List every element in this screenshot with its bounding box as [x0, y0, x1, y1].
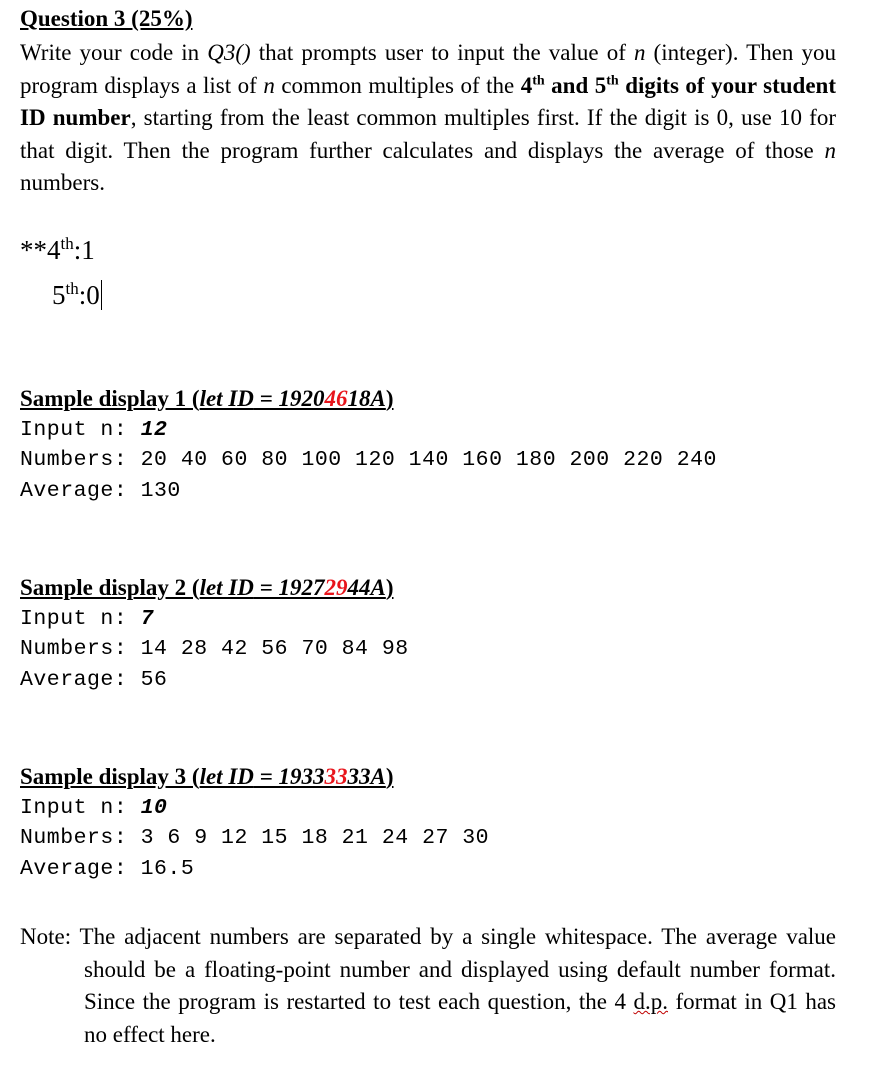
desc-text: Write your code in	[20, 40, 208, 65]
code-input-value: 7	[140, 607, 155, 631]
sample-1-input-line	[20, 418, 167, 442]
digit-ordinal: 4	[47, 235, 61, 265]
variable-n: n	[633, 40, 646, 65]
code-label: Input n:	[20, 796, 141, 820]
desc-text: (integer). Then you program displays a list of	[20, 40, 836, 98]
code-label: Average:	[20, 857, 141, 881]
sample-id	[200, 575, 386, 600]
code-value: 3 6 9 12 15 18 21 24 27 30	[140, 826, 490, 850]
title-text: )	[385, 764, 394, 789]
title-text: Sample display 3 (	[20, 764, 200, 789]
id-label: let ID	[199, 386, 254, 411]
code-value: 130	[140, 479, 181, 503]
variable-n: n	[263, 72, 275, 98]
note-paragraph	[20, 921, 836, 1051]
digit-value: :1	[73, 235, 95, 265]
id-eq: =	[253, 386, 279, 411]
function-name: Q3()	[207, 40, 251, 65]
fourth-digit-line	[20, 235, 95, 266]
question-description	[20, 37, 836, 200]
sample-2-average-line	[20, 668, 167, 692]
digit-prefix: **	[20, 235, 47, 265]
desc-text: common multiples of the	[274, 72, 521, 98]
code-input-value: 12	[140, 418, 168, 442]
bold-text: 4	[520, 72, 533, 98]
code-label: Input n:	[20, 607, 141, 631]
digit-ordinal: 5	[52, 280, 66, 310]
superscript: th	[65, 279, 79, 298]
id-part: 33A	[347, 764, 386, 789]
sample-title-1	[20, 386, 394, 412]
id-part: 18A	[347, 386, 386, 411]
question-title: Question 3 (25%)	[20, 6, 193, 31]
note-body: Note: The adjacent numbers are separated by a single whitespace. The average value should be a floating-point number and displayed using default number format. Since the program is restarted to test each question, the 4	[20, 924, 836, 1014]
superscript: th	[60, 234, 74, 253]
title-text: )	[385, 386, 394, 411]
id-highlight: 46	[324, 386, 348, 411]
sample-1-average-line	[20, 479, 181, 503]
title-text: Sample display 1 (	[20, 386, 200, 411]
id-highlight: 29	[324, 575, 348, 600]
note-text	[20, 921, 836, 1051]
note-body: format in Q1 has no effect here.	[84, 989, 837, 1047]
code-label: Average:	[20, 479, 141, 503]
text-cursor	[101, 280, 102, 310]
code-label: Numbers:	[20, 448, 141, 472]
sample-id	[200, 764, 386, 789]
code-label: Average:	[20, 668, 141, 692]
bold-text: digits of your student ID number	[20, 72, 837, 130]
superscript: th	[606, 72, 619, 88]
fifth-digit-line	[52, 280, 102, 311]
digit-value: :0	[78, 280, 100, 310]
sample-id	[200, 386, 386, 411]
sample-3-average-line	[20, 857, 194, 881]
id-part: 1920	[278, 386, 325, 411]
desc-text: numbers.	[20, 170, 105, 195]
id-part: 1933	[278, 764, 325, 789]
sample-title-3	[20, 764, 394, 790]
variable-n: n	[824, 137, 836, 163]
id-label: let ID	[199, 575, 254, 600]
sample-2-numbers-line	[20, 637, 409, 661]
code-value: 20 40 60 80 100 120 140 160 180 200 220 240	[140, 448, 717, 472]
desc-text: , starting from the least common multiples first. If the digit is 0, use 10 for that digit. Then the program further calculates and displays the average of those	[20, 105, 836, 163]
spellcheck-flagged-word: d.p.	[633, 989, 668, 1014]
sample-1-numbers-line	[20, 448, 717, 472]
desc-text: that prompts user to input the value of	[250, 40, 634, 65]
sample-3-input-line	[20, 796, 167, 820]
code-value: 14 28 42 56 70 84 98	[140, 637, 409, 661]
id-label: let ID	[199, 764, 254, 789]
code-value: 56	[140, 668, 168, 692]
sample-3-numbers-line	[20, 826, 489, 850]
code-label: Numbers:	[20, 826, 141, 850]
title-text: )	[385, 575, 394, 600]
sample-title-2	[20, 575, 394, 601]
id-part: 1927	[278, 575, 325, 600]
sample-2-input-line	[20, 607, 154, 631]
code-label: Input n:	[20, 418, 141, 442]
bold-text: and 5	[544, 72, 607, 98]
id-eq: =	[253, 764, 279, 789]
code-input-value: 10	[140, 796, 168, 820]
superscript: th	[532, 72, 545, 88]
title-text: Sample display 2 (	[20, 575, 200, 600]
id-eq: =	[253, 575, 279, 600]
code-value: 16.5	[140, 857, 195, 881]
id-highlight: 33	[324, 764, 348, 789]
id-part: 44A	[347, 575, 386, 600]
code-label: Numbers:	[20, 637, 141, 661]
